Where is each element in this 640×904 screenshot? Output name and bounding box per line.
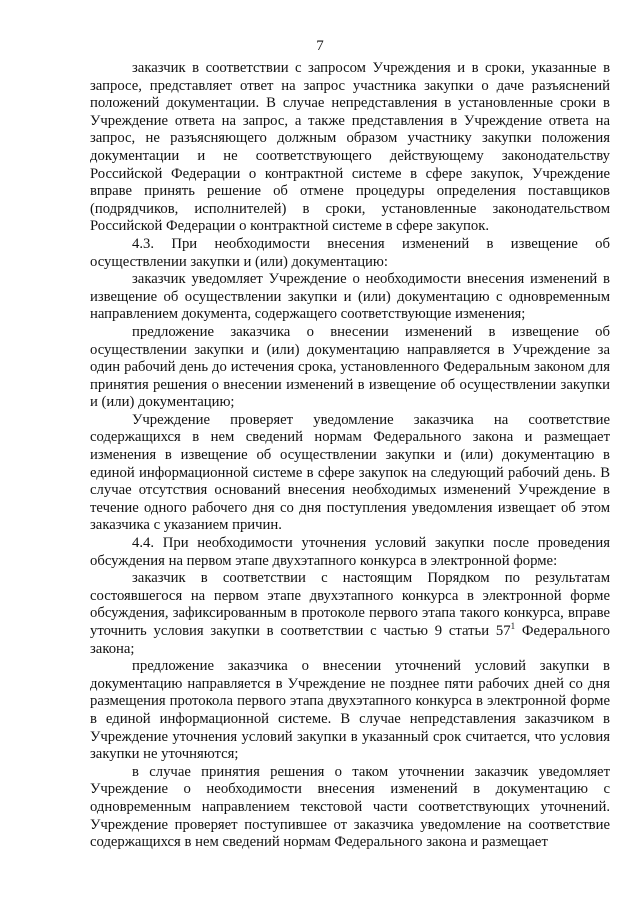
paragraph-4-3-check: Учреждение проверяет уведомление заказчика на соответствие содержащихся в нем сведений нормам Федерального закона и размещает изменения в извещение об осуществлении закупки и (или) документацию в единой информационной системе в сфере закупок на следующий рабочий день. В случае отсутствия оснований внесения необходимых изменений Учреждение в течение одного рабочего дня со дня поступления уведомления извещает об этом заказчика с указанием причин.	[90, 411, 610, 534]
paragraph-4-4-customer	[90, 570, 610, 658]
paragraph-4-4-customer-tail: Федерального закона;	[90, 623, 610, 657]
paragraph-4-3-notify: заказчик уведомляет Учреждение о необходимости внесения изменений в извещение об осуществлении закупки и (или) документацию с одновременным направлением документа, содержащего соответствующие изменения;	[90, 271, 610, 323]
paragraph-continuation: заказчик в соответствии с запросом Учреждения и в сроки, указанные в запросе, представляет ответ на запрос участника закупки о даче разъяснений положений документации. В случае непредставления в установленные сроки в Учреждение ответа на запрос, а также представления в Учреждение ответа на запрос, не разъясняющего должным образом участнику закупки положения документации и не соответствующего действующему законодательству Российской Федерации о контрактной системе в сфере закупок, Учреждение вправе принять решение об отмене процедуры определения поставщиков (подрядчиков, исполнителей) в сроки, установленные законодательством Российской Федерации о контрактной системе в сфере закупок.	[90, 60, 610, 235]
paragraph-4-3-proposal: предложение заказчика о внесении изменений в извещение об осуществлении закупки и (или) документацию направляется в Учреждение за один рабочий день до истечения срока, установленного Федеральным законом для принятия решения о внесении изменений в извещение об осуществлении закупки и (или) документацию;	[90, 323, 610, 411]
clause-4-3: 4.3. При необходимости внесения изменений в извещение об осуществлении закупки и (или) документацию:	[90, 235, 610, 270]
paragraph-4-4-proposal: предложение заказчика о внесении уточнений условий закупки в документацию направляется в Учреждение не позднее пяти рабочих дней со дня размещения протокола первого этапа двухэтапного конкурса в электронной форме в единой информационной системе. В случае непредставления заказчиком в Учреждение уточнения условий закупки в указанный срок считается, что условия закупки не уточняются;	[90, 658, 610, 763]
footnote-superscript: 1	[510, 621, 516, 632]
document-body	[90, 60, 610, 852]
paragraph-4-4-customer-text: заказчик в соответствии с настоящим Порядком по результатам состоявшегося на первом этапе двухэтапного конкурса в электронной форме обсуждения, зафиксированным в протоколе первого этапа такого конкурса, вправе уточнить условия закупки в соответствии с частью 9 статьи 57	[90, 570, 610, 639]
clause-4-4: 4.4. При необходимости уточнения условий закупки после проведения обсуждения на первом этапе двухэтапного конкурса в электронной форме:	[90, 535, 610, 569]
paragraph-4-4-decision: в случае принятия решения о таком уточнении заказчик уведомляет Учреждение о необходимости внесения изменений в документацию с одновременным направлением текстовой части соответствующих уточнений. Учреждение проверяет поступившее от заказчика уведомление на соответствие содержащихся в нем сведений нормам Федерального закона и размещает	[90, 763, 610, 851]
page-number: 7	[316, 38, 324, 54]
